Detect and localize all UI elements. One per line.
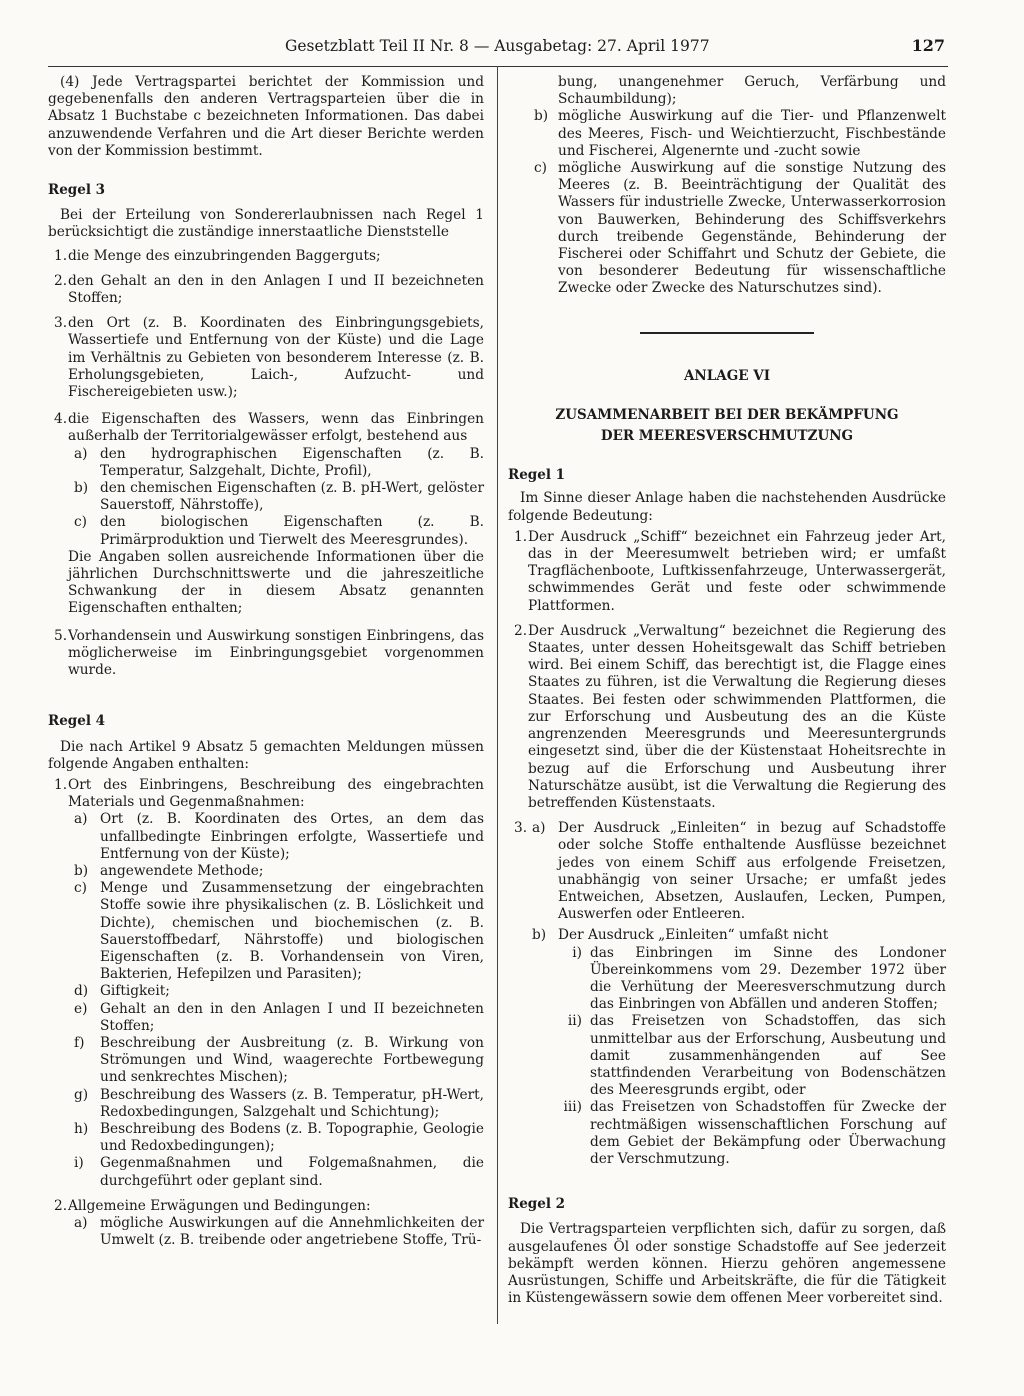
sub-text: Gegenmaßnahmen und Folgemaßnahmen, die durchgeführt oder geplant sind. bbox=[100, 1155, 484, 1189]
item-number: 2. bbox=[54, 272, 68, 289]
item-text: Der Ausdruck „Schiff“ bezeichnet ein Fahrzeug jeder Art, das in der Meeresumwelt betrieben wird; er umfaßt Tragflächenboote, Luftkissenfahrzeuge, Unterwassergerät, schwimmendes Gerät und feste oder schwimmende Plattformen. bbox=[528, 528, 946, 614]
sub-label: a) bbox=[74, 811, 88, 828]
sub-text: Der Ausdruck „Einleiten“ umfaßt nicht bbox=[558, 927, 829, 944]
sub-label: f) bbox=[74, 1034, 85, 1051]
right-column bbox=[508, 74, 946, 1307]
sub-item bbox=[528, 927, 946, 944]
list-item bbox=[508, 529, 946, 615]
anlage-subtitle: DER MEERESVERSCHMUTZUNG bbox=[600, 428, 854, 445]
item-number: 3. bbox=[514, 820, 528, 837]
sub-text: Beschreibung der Ausbreitung (z. B. Wirkung von Strömungen und Wind, waagerechte Fortbewegung und senkrechtes Mischen); bbox=[100, 1034, 484, 1086]
sub-text: bung, unangenehmer Geruch, Verfärbung und Schaumbildung); bbox=[558, 74, 946, 108]
sub-label: b) bbox=[532, 927, 547, 944]
sub-label: a) bbox=[532, 820, 546, 837]
roman-text: das Freisetzen von Schadstoffen, das sich unmittelbar aus der Erforschung, Ausbeutung und damit zusammenhängenden auf See stattfindenden Verarbeitung von Bodenschätzen des Meeresgrunds ergibt, oder bbox=[590, 1013, 946, 1099]
roman-text: das Freisetzen von Schadstoffen für Zwecke der rechtmäßigen wissenschaftlichen Forschung auf dem Gebiet der Bekämpfung oder Überwachung der Verschmutzung. bbox=[590, 1099, 946, 1167]
sub-text: Ort (z. B. Koordinaten des Ortes, an dem das unfallbedingte Einbringen erfolgte, Wassertiefe und Entfernung von der Küste); bbox=[100, 811, 484, 862]
item-number: 1. bbox=[514, 528, 528, 545]
sub-text: Beschreibung des Bodens (z. B. Topographie, Geologie und Redoxbedingungen); bbox=[100, 1120, 484, 1155]
sub-item bbox=[68, 1215, 484, 1249]
list-item bbox=[48, 411, 484, 617]
sub-text: angewendete Methode; bbox=[100, 862, 264, 879]
sub-text: mögliche Auswirkung auf die sonstige Nutzung des Meeres (z. B. Beeinträchtigung der Qualität des Wassers für industrielle Zwecke, Unterwasserkorrosion von Bauwerken, Behinderung des Schiffsverkehrs durch treibende Gegenstände, Behinderung der Fischerei oder Schiffahrt und Schutz der Gebiete, die von besonderer Bedeutung für wissenschaftliche Zwecke oder Zwecke des Naturschutzes sind). bbox=[558, 160, 946, 297]
page-header bbox=[285, 36, 945, 60]
sub-label: d) bbox=[74, 983, 89, 1000]
regel-2-heading: Regel 2 bbox=[508, 1196, 566, 1213]
roman-item bbox=[528, 945, 946, 1014]
list-item bbox=[48, 1198, 484, 1250]
header-rule bbox=[48, 66, 948, 67]
list-item bbox=[48, 248, 484, 265]
sub-text: Menge und Zusammensetzung der eingebrachten Stoffe sowie ihre physikalischen (z. B. Löslichkeit und Dichte), chemischen und biochemischen (z. B. Sauerstoffbedarf, Nährstoffe) und biologischen Eigenschaften (z. B. Vorhandensein von Viren, Bakterien, Hefepilzen und Parasiten); bbox=[100, 880, 484, 983]
sub-text: Giftigkeit; bbox=[100, 983, 170, 1000]
item-note: Die Angaben sollen ausreichende Informationen über die jährlichen Durchschnittswerte und die jahreszeitliche Schwankung der in diesem Absatz genannten Eigenschaften enthalten; bbox=[68, 548, 484, 617]
roman-item bbox=[528, 1013, 946, 1099]
item-number: 1. bbox=[54, 776, 68, 793]
item-text: die Menge des einzubringenden Baggerguts; bbox=[68, 247, 381, 264]
item-text: Ort des Einbringens, Beschreibung des eingebrachten Materials und Gegenmaßnahmen: bbox=[68, 776, 484, 811]
sub-label: b) bbox=[74, 480, 89, 497]
sub-text: Beschreibung des Wassers (z. B. Temperatur, pH-Wert, Redoxbedingungen, Salzgehalt und Schichtung); bbox=[100, 1086, 484, 1120]
sub-label: b) bbox=[74, 862, 89, 879]
item-number: 1. bbox=[54, 247, 68, 264]
sub-item bbox=[68, 1035, 484, 1087]
item-text: den Gehalt an den in den Anlagen I und II bezeichneten Stoffen; bbox=[68, 272, 484, 307]
regel-3-heading: Regel 3 bbox=[48, 182, 106, 199]
sub-item bbox=[68, 1001, 484, 1035]
paragraph-4: (4) Jede Vertragspartei berichtet der Kommission und gegebenenfalls den anderen Vertragsparteien über die in Absatz 1 Buchstabe c bezeichneten Informationen. Das dabei anzuwendende Verfahren und die Art dieser Berichte werden von der Kommission bestimmt. bbox=[48, 74, 484, 159]
column-divider bbox=[497, 66, 498, 1324]
item-text: Der Ausdruck „Verwaltung“ bezeichnet die Regierung des Staates, unter dessen Hoheitsgewalt das Schiff betrieben wird. Bei einem Schiff, das berechtigt ist, die Flagge eines Staates zu führen, ist die Verwaltung die Regierung dieses Staates. Bei festen oder schwimmenden Plattformen, die zur Erforschung und Ausbeutung des an die Küste angrenzenden Meeresgrunds und Meeresuntergrunds eingesetzt sind, über die der Küstenstaat Hoheitsrechte in bezug auf die Erforschung und Ausbeutung ihrer Naturschätze ausübt, ist die Verwaltung die Regierung des betreffenden Küstenstaats. bbox=[528, 622, 946, 811]
sub-item bbox=[528, 820, 946, 923]
sub-item bbox=[68, 811, 484, 863]
sub-item bbox=[508, 108, 946, 160]
list-item bbox=[508, 623, 946, 812]
sub-text: mögliche Auswirkung auf die Tier- und Pflanzenwelt des Meeres, Fisch- und Weichtierzucht, Fischbestände und Fischerei, Algenernte und -zucht sowie bbox=[558, 108, 946, 159]
regel-3-intro: Bei der Erteilung von Sondererlaubnissen nach Regel 1 berücksichtigt die zuständige innerstaatliche Dienststelle bbox=[48, 207, 484, 241]
sub-label: a) bbox=[74, 445, 88, 462]
item-number: 2. bbox=[514, 622, 528, 639]
list-item bbox=[508, 820, 946, 1168]
list-item bbox=[48, 777, 484, 1190]
sub-label: h) bbox=[74, 1120, 89, 1137]
header-title: Gesetzblatt Teil II Nr. 8 — Ausgabetag: 27. April 1977 bbox=[285, 37, 710, 55]
roman-label: ii) bbox=[567, 1013, 582, 1030]
anlage-title: ANLAGE VI bbox=[683, 367, 771, 384]
list-item bbox=[48, 315, 484, 401]
sub-item bbox=[68, 446, 484, 480]
sub-label: g) bbox=[74, 1086, 89, 1103]
sub-label: b) bbox=[534, 108, 549, 125]
regel-2-text: Die Vertragsparteien verpflichten sich, dafür zu sorgen, daß ausgelaufenes Öl oder sonstige Schadstoffe auf See jederzeit bekämpft werden können. Hierzu gehören angemessene Ausrüstungen, Schiffe und Arbeitskräfte, die für die Tätigkeit in Küstengewässern sowie dem offenen Meer vorbereitet sind. bbox=[508, 1221, 946, 1307]
anlage-subtitle: ZUSAMMENARBEIT BEI DER BEKÄMPFUNG bbox=[555, 406, 899, 423]
sub-label: c) bbox=[74, 880, 88, 897]
item-text: den Ort (z. B. Koordinaten des Einbringungsgebiets, Wassertiefe und Entfernung von der Küste) und die Lage im Verhältnis zu Gebieten von besonderem Interesse (z. B. Erholungsgebieten, Laich-, Aufzucht- und Fischereigebieten usw.); bbox=[68, 315, 484, 401]
sub-text: mögliche Auswirkungen auf die Annehmlichkeiten der Umwelt (z. B. treibende oder angetriebene Stoffe, Trü- bbox=[100, 1214, 484, 1249]
sub-label: e) bbox=[74, 1000, 88, 1017]
roman-text: das Einbringen im Sinne des Londoner Übereinkommens vom 29. Dezember 1972 über die Verhütung der Meeresverschmutzung durch das Einbringen von Abfällen und anderen Stoffen; bbox=[590, 944, 946, 1013]
item-number: 4. bbox=[54, 411, 68, 428]
sub-text: den hydrographischen Eigenschaften (z. B. Temperatur, Salzgehalt, Dichte, Profil), bbox=[100, 445, 484, 479]
sub-label: c) bbox=[74, 514, 88, 531]
sub-text: Gehalt an den in den Anlagen I und II bezeichneten Stoffen; bbox=[100, 1000, 484, 1034]
sub-item bbox=[68, 480, 484, 514]
sub-item bbox=[68, 863, 484, 880]
sub-item bbox=[68, 1121, 484, 1155]
page-number: 127 bbox=[911, 36, 945, 55]
sub-text: den biologischen Eigenschaften (z. B. Primärproduktion und Tierwelt des Meeresgrundes). bbox=[100, 514, 484, 548]
sub-item-continued bbox=[508, 74, 946, 108]
item-text: die Eigenschaften des Wassers, wenn das Einbringen außerhalb der Territorialgewässer erfolgt, bestehend aus bbox=[68, 411, 484, 445]
left-column bbox=[48, 74, 484, 1249]
roman-item bbox=[528, 1099, 946, 1168]
sub-item bbox=[508, 160, 946, 298]
item-number: 5. bbox=[54, 627, 68, 644]
sub-label: i) bbox=[74, 1155, 84, 1172]
regel-4-heading: Regel 4 bbox=[48, 713, 106, 730]
item-text: Allgemeine Erwägungen und Bedingungen: bbox=[68, 1197, 371, 1214]
item-number: 3. bbox=[54, 315, 68, 332]
roman-label: i) bbox=[572, 944, 582, 961]
item-text: Vorhandensein und Auswirkung sonstigen Einbringens, das möglicherweise im Einbringungsgebiet vorgenommen wurde. bbox=[68, 627, 484, 679]
sub-label: c) bbox=[534, 160, 548, 177]
sub-item bbox=[68, 880, 484, 983]
sub-text: den chemischen Eigenschaften (z. B. pH-Wert, gelöster Sauerstoff, Nährstoffe), bbox=[100, 480, 484, 514]
roman-label: iii) bbox=[563, 1099, 582, 1116]
regel-1-intro: Im Sinne dieser Anlage haben die nachstehenden Ausdrücke folgende Bedeutung: bbox=[508, 490, 946, 524]
sub-item bbox=[68, 983, 484, 1000]
sub-item bbox=[68, 514, 484, 548]
sub-item bbox=[68, 1155, 484, 1189]
sub-label: a) bbox=[74, 1214, 88, 1231]
sub-text: Der Ausdruck „Einleiten“ in bezug auf Schadstoffe oder solche Stoffe enthaltende Ausflüsse bezeichnet jedes von einem Schiff aus erfolgende Freisetzen, unabhängig von seiner Ursache; er umfaßt jedes Entweichen, Absetzen, Auslaufen, Lecken, Pumpen, Auswerfen oder Entleeren. bbox=[558, 820, 946, 923]
regel-4-intro: Die nach Artikel 9 Absatz 5 gemachten Meldungen müssen folgende Angaben enthalten: bbox=[48, 738, 484, 772]
sub-item bbox=[68, 1087, 484, 1121]
list-item bbox=[48, 273, 484, 307]
regel-1-heading: Regel 1 bbox=[508, 467, 566, 484]
item-number: 2. bbox=[54, 1197, 68, 1214]
list-item bbox=[48, 628, 484, 680]
